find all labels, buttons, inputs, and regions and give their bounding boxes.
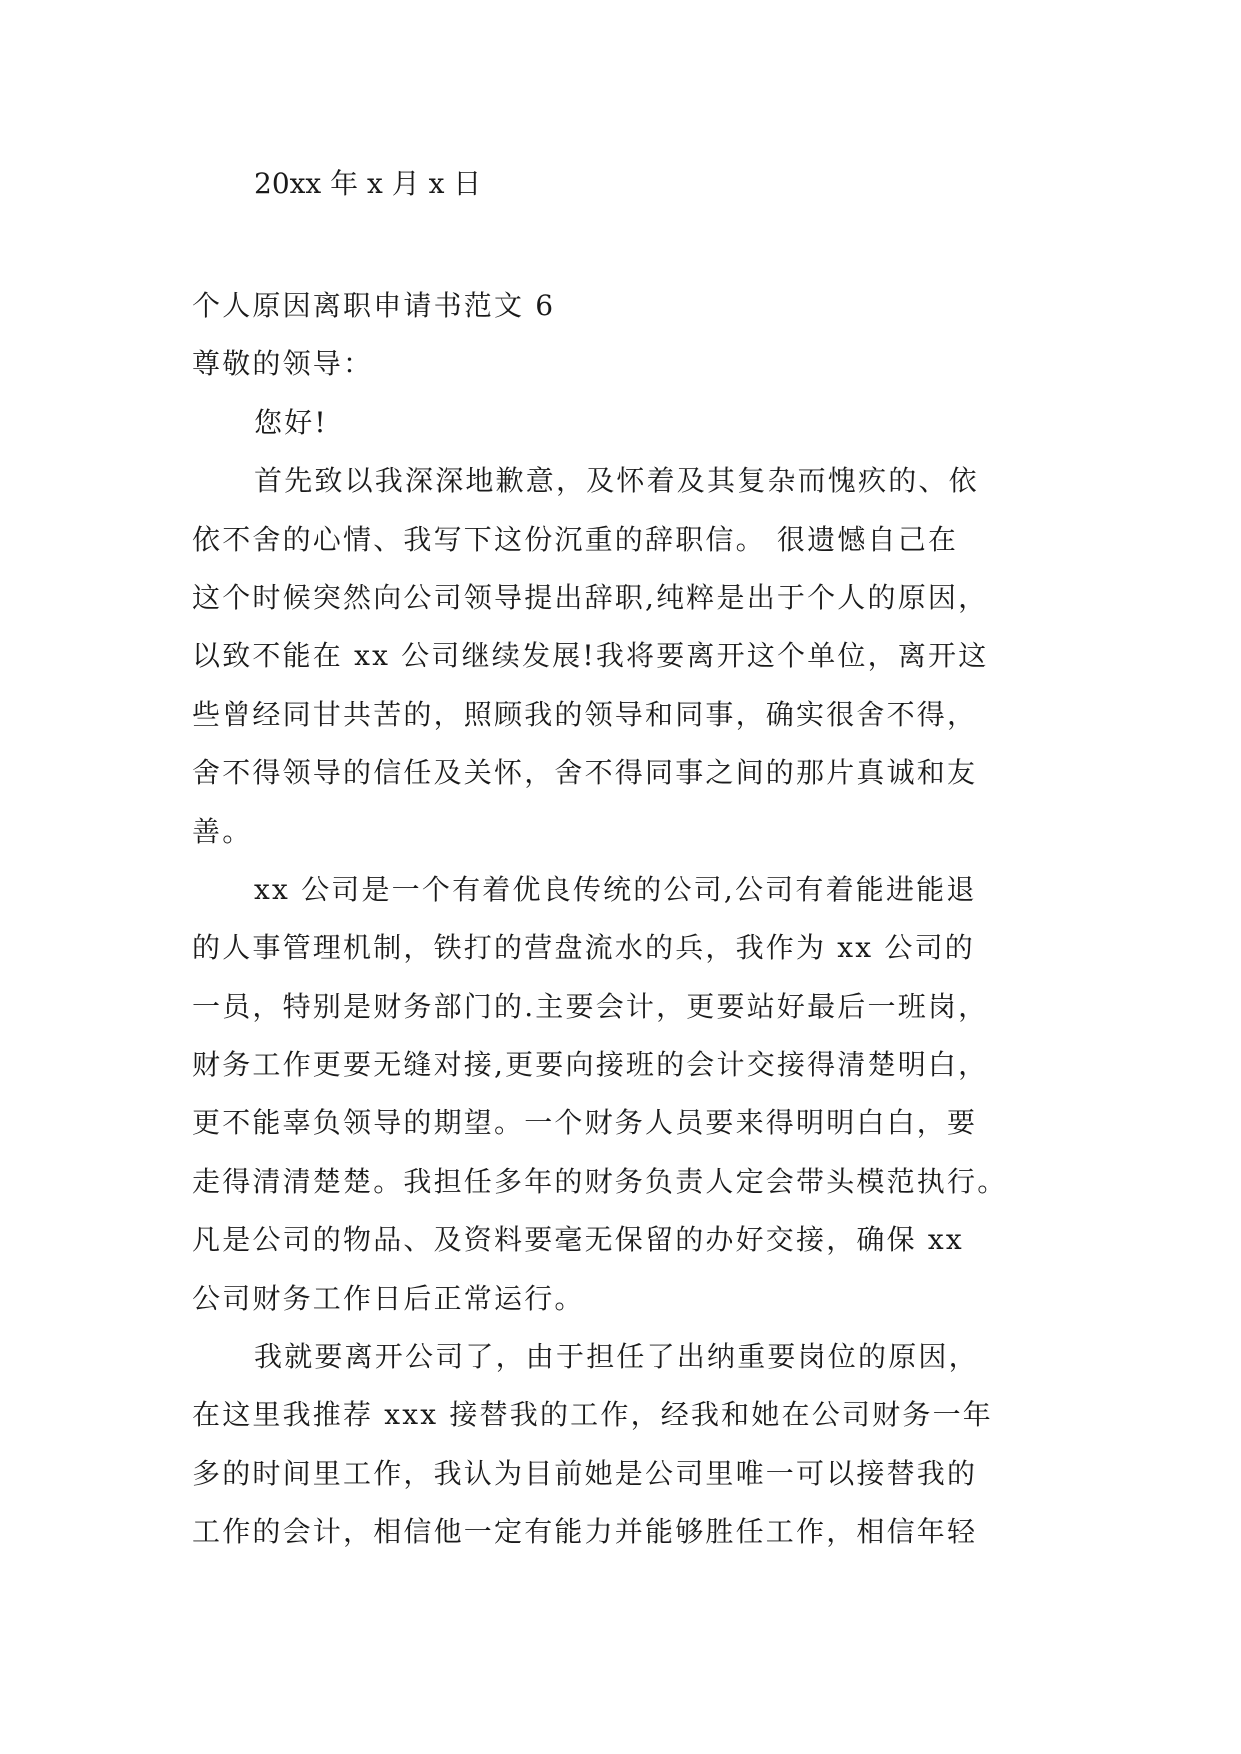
paragraph-line: 依不舍的心情、我写下这份沉重的辞职信。 很遗憾自己在: [192, 522, 959, 556]
paragraph-line: xx 公司是一个有着优良传统的公司,公司有着能进能退: [254, 872, 977, 906]
paragraph-line: 以致不能在 xx 公司继续发展!我将要离开这个单位，离开这: [192, 639, 989, 673]
paragraph-line: 财务工作更要无缝对接,更要向接班的会计交接得清楚明白，: [192, 1048, 989, 1082]
paragraph-line: 些曾经同甘共苦的，照顾我的领导和同事，确实很舍不得，: [192, 697, 978, 731]
paragraph-line: 工作的会计，相信他一定有能力并能够胜任工作，相信年轻: [192, 1515, 978, 1549]
paragraph-line: 一员，特别是财务部门的.主要会计，更要站好最后一班岗，: [192, 989, 989, 1023]
paragraph-line: 我就要离开公司了，由于担任了出纳重要岗位的原因，: [254, 1340, 979, 1374]
paragraph-line: 善。: [192, 814, 253, 848]
paragraph-line: 的人事管理机制，铁打的营盘流水的兵，我作为 xx 公司的: [192, 931, 975, 965]
paragraph-line: 多的时间里工作，我认为目前她是公司里唯一可以接替我的: [192, 1456, 978, 1490]
letter-date: 20xx 年 x 月 x 日: [254, 167, 482, 200]
paragraph-line: 这个时候突然向公司领导提出辞职,纯粹是出于个人的原因，: [192, 580, 989, 614]
document-title: 个人原因离职申请书范文 6: [192, 289, 556, 322]
paragraph-line: 舍不得领导的信任及关怀，舍不得同事之间的那片真诚和友: [192, 756, 978, 790]
paragraph-line: 首先致以我深深地歉意，及怀着及其复杂而愧疚的、依: [254, 464, 979, 498]
paragraph-line: 在这里我推荐 xxx 接替我的工作，经我和她在公司财务一年: [192, 1398, 993, 1432]
paragraph-line: 公司财务工作日后正常运行。: [192, 1281, 585, 1315]
paragraph-line: 走得清清楚楚。我担任多年的财务负责人定会带头模范执行。: [192, 1164, 1008, 1198]
letter-body: [192, 277, 1072, 1562]
salutation: 尊敬的领导：: [192, 347, 374, 381]
paragraph-line: 更不能辜负领导的期望。一个财务人员要来得明明白白，要: [192, 1106, 978, 1140]
greeting: 您好!: [254, 405, 328, 439]
paragraph-line: 凡是公司的物品、及资料要毫无保留的办好交接，确保 xx: [192, 1223, 964, 1257]
